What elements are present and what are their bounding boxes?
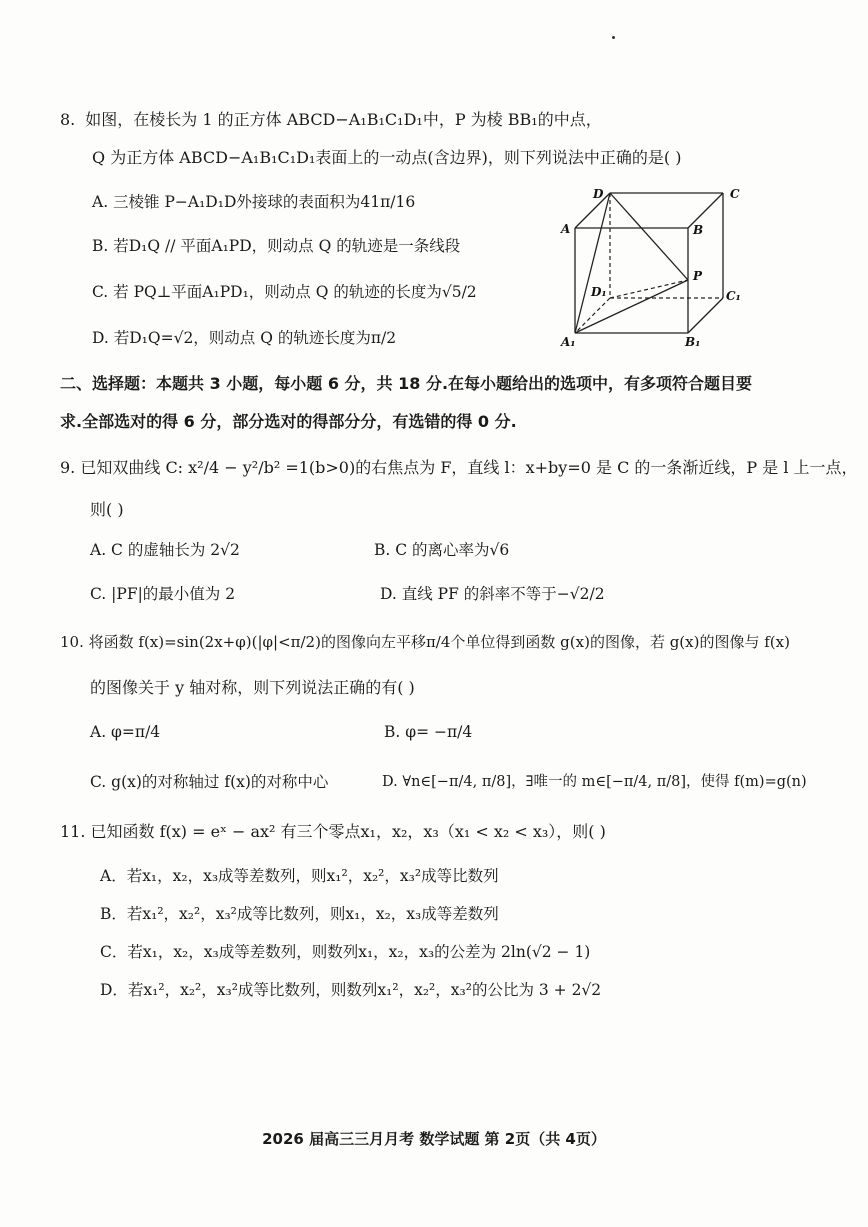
- cube-diagram: [553, 178, 763, 358]
- segment-dp: [610, 193, 688, 280]
- label-a1: A₁: [561, 335, 576, 349]
- q11-option-a: A．若x₁，x₂，x₃成等差数列，则x₁²，x₂²，x₃²成等比数列: [100, 867, 499, 885]
- label-d1: D₁: [591, 285, 607, 299]
- q11-option-b: B．若x₁²，x₂²，x₃²成等比数列，则x₁，x₂，x₃成等差数列: [100, 905, 499, 923]
- q10-stem-1: 10. 将函数 f(x)=sin(2x+φ)(|φ|<π/2)的图像向左平移π/4个单位得到函数 g(x)的图像，若 g(x)的图像与 f(x): [60, 633, 790, 651]
- label-c1: C₁: [726, 289, 741, 303]
- hidden-segment-d1p: [610, 280, 688, 298]
- page-footer: 2026 届高三三月月考 数学试题 第 2页（共 4页）: [262, 1130, 606, 1148]
- label-b1: B₁: [685, 335, 701, 349]
- q10-stem-2: 的图像关于 y 轴对称，则下列说法正确的有( ): [90, 678, 415, 697]
- segment-da1: [575, 193, 610, 333]
- scan-speck: [612, 36, 615, 39]
- q8-line1: [60, 108, 602, 132]
- label-c: C: [730, 187, 740, 201]
- q9-option-c: C. |PF|的最小值为 2: [90, 585, 236, 603]
- q9-stem-1: 9. 已知双曲线 C: x²/4 − y²/b² =1(b>0)的右焦点为 F，直线 l：x+by=0 是 C 的一条渐近线，P 是 l 上一点，: [60, 458, 858, 477]
- q8-stem-2: Q 为正方体 ABCD−A₁B₁C₁D₁表面上的一动点(含边界)，则下列说法中正确的是( ): [92, 148, 682, 167]
- q9-option-a: A. C 的虚轴长为 2√2: [90, 541, 240, 559]
- q8-option-b: B. 若D₁Q // 平面A₁PD，则动点 Q 的轨迹是一条线段: [92, 237, 461, 255]
- label-p: P: [693, 269, 703, 283]
- q9-option-b: B. C 的离心率为√6: [374, 541, 510, 559]
- hidden-edge-d1a1: [575, 298, 610, 333]
- q9-stem-2: 则( ): [90, 500, 124, 519]
- q8-stem-1: 如图，在棱长为 1 的正方体 ABCD−A₁B₁C₁D₁中，P 为棱 BB₁的中点，: [85, 110, 602, 129]
- q9-option-d: D. 直线 PF 的斜率不等于−√2/2: [380, 585, 605, 603]
- section2-line2: 求.全部选对的得 6 分，部分选对的得部分分，有选错的得 0 分.: [60, 412, 517, 431]
- q8-option-d: D. 若D₁Q=√2，则动点 Q 的轨迹长度为π/2: [92, 329, 397, 347]
- label-d: D: [593, 187, 604, 201]
- q10-option-c: C. g(x)的对称轴过 f(x)的对称中心: [90, 773, 329, 791]
- q10-option-a: A. φ=π/4: [90, 723, 161, 741]
- q8-option-a: A. 三棱锥 P−A₁D₁D外接球的表面积为41π/16: [92, 193, 416, 211]
- q10-option-d: D. ∀n∈[−π/4, π/8]，∃唯一的 m∈[−π/4, π/8]，使得 f(m)=g(n): [382, 774, 807, 790]
- edge-b1c1: [688, 298, 723, 333]
- q11-option-d: D．若x₁²，x₂²，x₃²成等比数列，则数列x₁²，x₂²，x₃²的公比为 3 + 2√2: [100, 981, 602, 999]
- label-a: A: [561, 222, 571, 236]
- label-b: B: [693, 223, 704, 237]
- q8-number: 8.: [60, 110, 76, 129]
- q10-option-b: B. φ= −π/4: [384, 723, 473, 741]
- q11-stem: 11. 已知函数 f(x) = eˣ − ax² 有三个零点x₁，x₂，x₃（x₁ < x₂ < x₃），则( ): [60, 822, 606, 841]
- q8-option-c: C. 若 PQ⊥平面A₁PD₁，则动点 Q 的轨迹的长度为√5/2: [92, 283, 477, 301]
- q11-option-c: C．若x₁，x₂，x₃成等差数列，则数列x₁，x₂，x₃的公差为 2ln(√2 − 1): [100, 943, 591, 961]
- section2-line1: 二、选择题：本题共 3 小题，每小题 6 分，共 18 分.在每小题给出的选项中，有多项符合题目要: [60, 374, 753, 393]
